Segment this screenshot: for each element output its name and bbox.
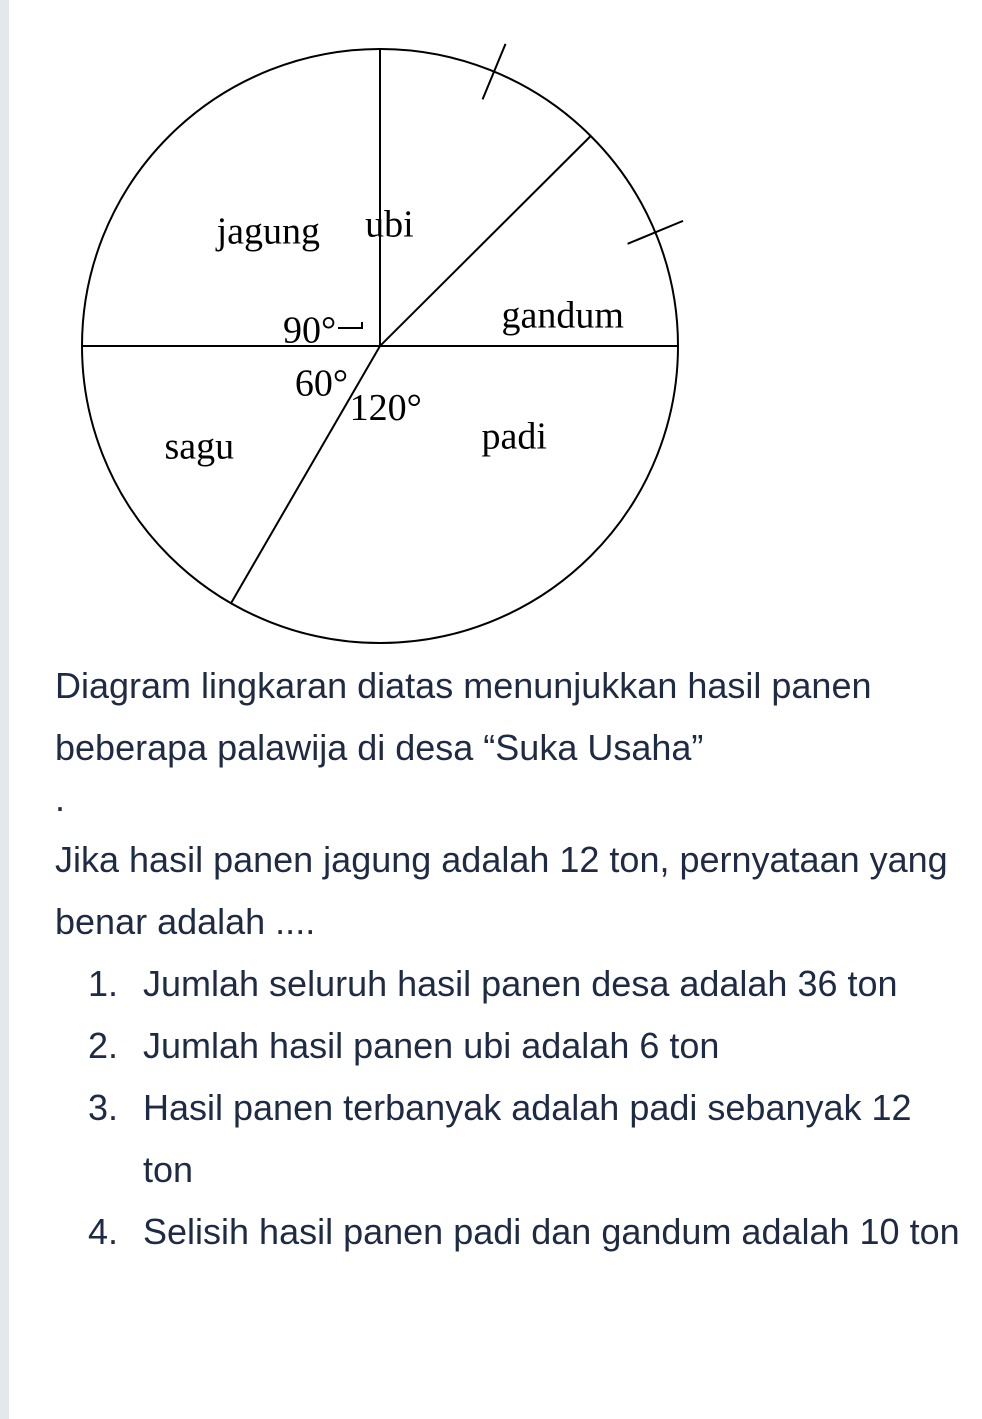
question-condition: Jika hasil panen jagung adalah 12 ton, pernyataan yang benar adalah .... [55, 839, 948, 942]
right-angle-marker [338, 322, 362, 328]
option-number: 1. [88, 963, 119, 1004]
angle-label-sagu: 60° [294, 362, 349, 405]
pie-layer [82, 44, 683, 643]
option-item [55, 1201, 965, 1263]
option-text: Selisih hasil panen padi dan gandum adalah 10 ton [143, 1211, 960, 1252]
option-item [55, 953, 965, 1015]
label-layer [165, 203, 624, 467]
option-text: Hasil panen terbanyak adalah padi sebanyak 12 ton [143, 1087, 912, 1190]
angle-label-jagung: 90° [282, 309, 337, 352]
question-dot: . [55, 778, 66, 819]
slice-label-gandum: gandum [501, 294, 624, 337]
slice-label-ubi: ubi [365, 203, 414, 246]
option-number: 2. [88, 1025, 119, 1066]
option-number: 3. [88, 1087, 119, 1128]
option-number: 4. [88, 1211, 119, 1252]
pie-chart [0, 0, 982, 650]
question-intro: Diagram lingkaran diatas menunjukkan hasil panen beberapa palawija di desa “Suka Usaha” [55, 665, 872, 768]
option-text: Jumlah hasil panen ubi adalah 6 ton [143, 1025, 720, 1066]
slice-label-padi: padi [481, 415, 547, 458]
angle-label-padi: 120° [349, 386, 422, 429]
equal-mark-gandum [628, 221, 683, 244]
slice-label-sagu: sagu [164, 425, 235, 468]
option-item [55, 1077, 965, 1201]
option-item [55, 1015, 965, 1077]
option-text: Jumlah seluruh hasil panen desa adalah 36 ton [143, 963, 898, 1004]
slice-label-jagung: jagung [216, 210, 321, 253]
options-list [55, 953, 965, 1263]
question-block [55, 655, 965, 1263]
equal-mark-ubi [483, 44, 506, 99]
